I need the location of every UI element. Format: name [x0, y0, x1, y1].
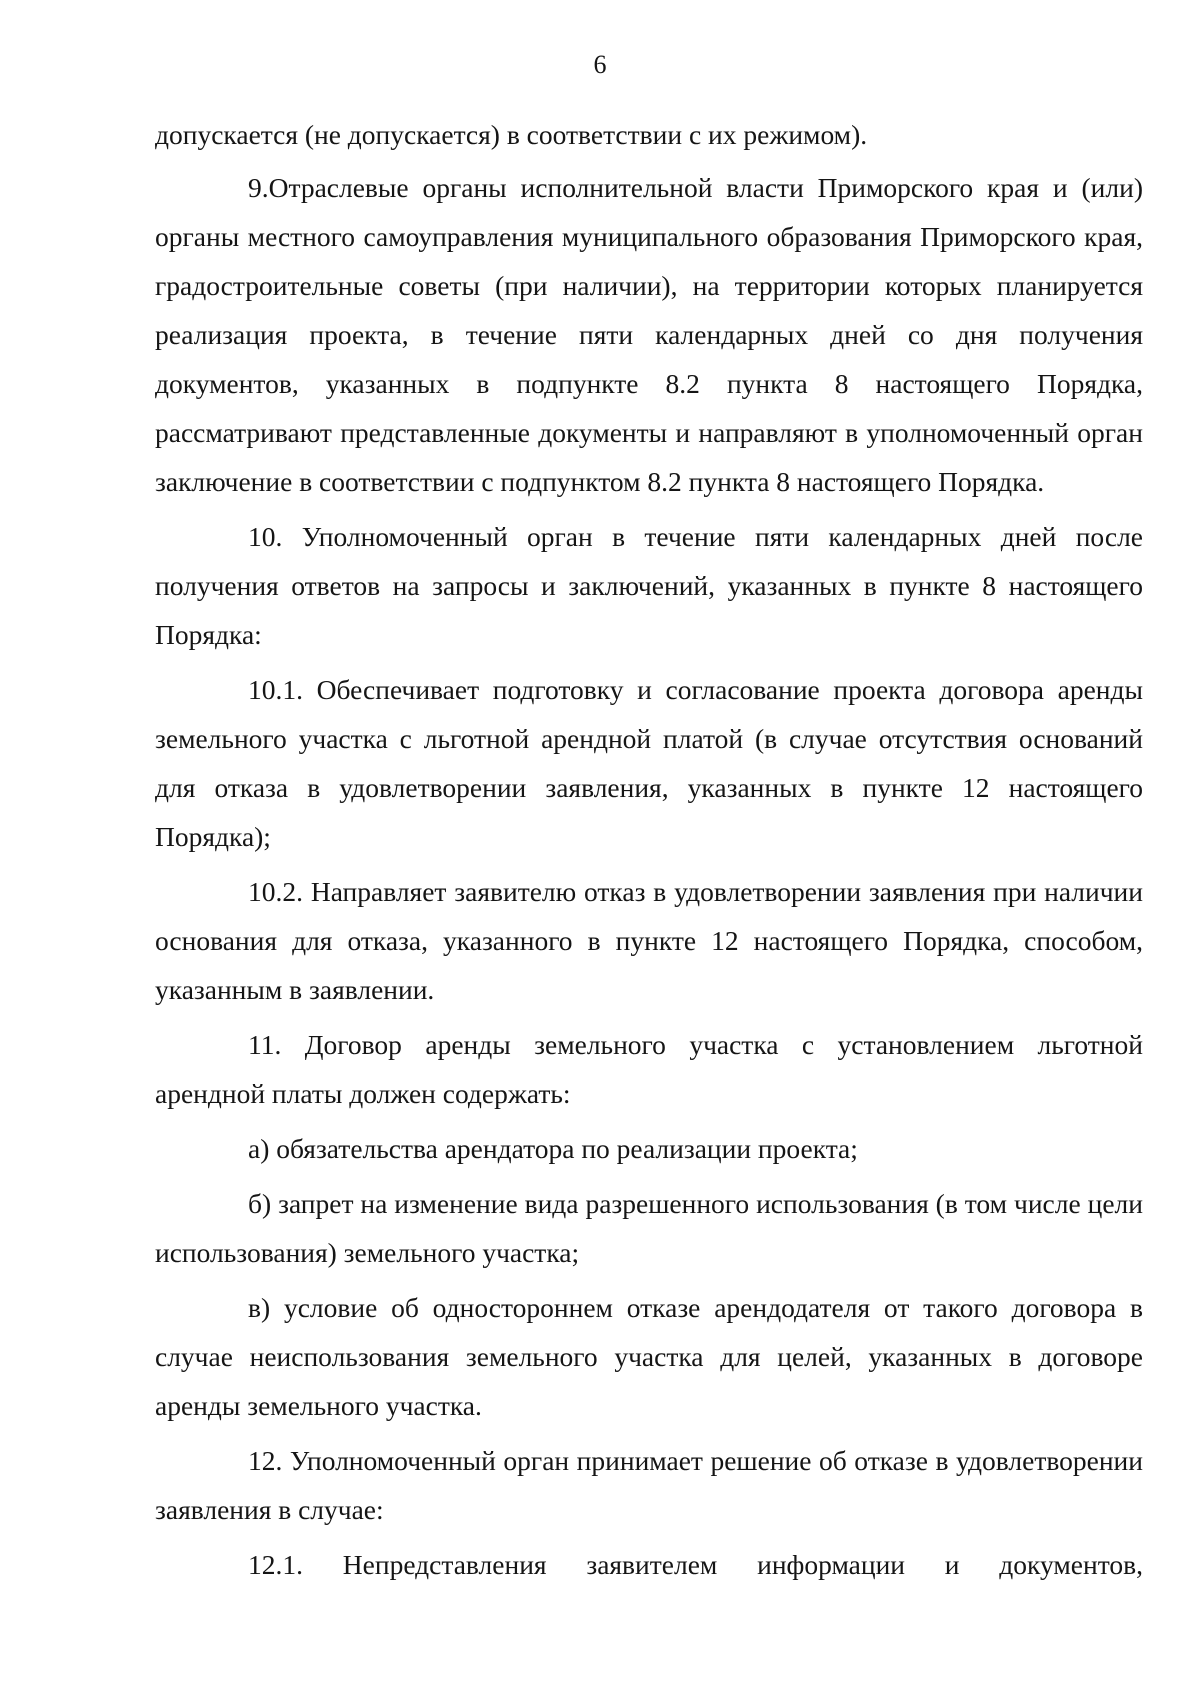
paragraph-12-1: 12.1. Непредставления заявителем информации и документов, [248, 1549, 1143, 1580]
paragraph-10-1: 10.1. Обеспечивает подготовку и согласование проекта договора аренды земельного участка с льготной арендной платой (в случае отсутствия оснований для отказа в удовлетворении заявления, указанных в пункте 12 настоящего Порядка); [155, 674, 1143, 852]
paragraph-9: 9.Отраслевые органы исполнительной власти Приморского края и (или) органы местного самоуправления муниципального образования Приморского края, градостроительные советы (при наличии), на территории которых планируется реализация проекта, в течение пяти календарных дней со дня получения документов, указанных в подпункте 8.2 пункта 8 настоящего Порядка, рассматривают представленные документы и направляют в уполномоченный орган заключение в соответствии с подпунктом 8.2 пункта 8 настоящего Порядка. [155, 172, 1143, 497]
paragraph-11-a: а) обязательства арендатора по реализации проекта; [248, 1133, 858, 1164]
paragraph-12: 12. Уполномоченный орган принимает решение об отказе в удовлетворении заявления в случае: [155, 1445, 1143, 1525]
paragraph-11-v: в) условие об одностороннем отказе арендодателя от такого договора в случае неиспользования земельного участка для целей, указанных в договоре аренды земельного участка. [155, 1292, 1143, 1421]
paragraph-11-b: б) запрет на изменение вида разрешенного использования (в том числе цели использования) земельного участка; [155, 1188, 1143, 1268]
paragraph-11: 11. Договор аренды земельного участка с установлением льготной арендной платы должен содержать: [155, 1029, 1143, 1109]
paragraph-10-2: 10.2. Направляет заявителю отказ в удовлетворении заявления при наличии основания для отказа, указанного в пункте 12 настоящего Порядка, способом, указанным в заявлении. [155, 876, 1143, 1005]
document-body [155, 110, 1143, 1595]
paragraph-10: 10. Уполномоченный орган в течение пяти календарных дней после получения ответов на запросы и заключений, указанных в пункте 8 настоящего Порядка: [155, 521, 1143, 650]
paragraph-continuation: допускается (не допускается) в соответствии с их режимом). [155, 119, 868, 150]
page-number: 6 [593, 50, 607, 79]
